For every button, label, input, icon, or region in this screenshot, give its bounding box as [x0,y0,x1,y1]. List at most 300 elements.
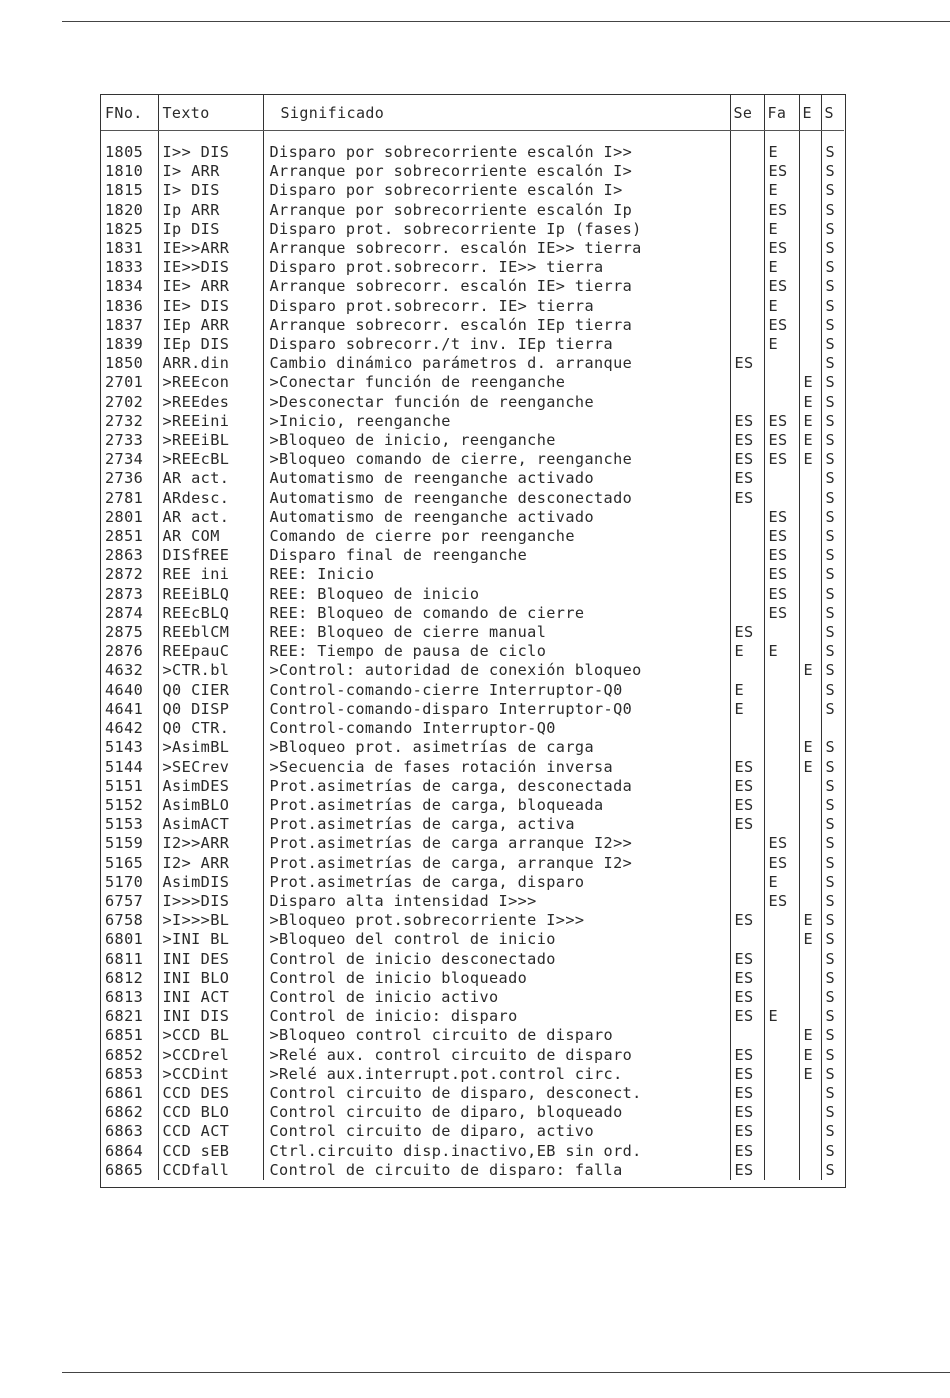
cell-significado: REE: Bloqueo de cierre manual [263,623,730,642]
cell-se [730,508,764,527]
cell-se: ES [730,969,764,988]
cell-e [799,220,821,239]
cell-e: E [799,450,821,469]
cell-s: S [821,431,844,450]
cell-texto: CCD BLO [158,1103,263,1122]
cell-texto: REE ini [158,565,263,584]
cell-texto: IEp DIS [158,335,263,354]
table-row [101,681,844,700]
cell-fa: E [764,642,799,661]
table-body [101,131,844,1180]
cell-significado: Prot.asimetrías de carga, desconectada [263,777,730,796]
cell-e: E [799,393,821,412]
cell-texto: AsimACT [158,815,263,834]
cell-e [799,604,821,623]
table-row [101,777,844,796]
cell-fno: 6865 [105,1160,144,1179]
cell-significado: Arranque sobrecorr. escalón IEp tierra [263,316,730,335]
cell-significado: >Conectar función de reenganche [263,373,730,392]
table-row [101,546,844,565]
cell-significado: Control de inicio bloqueado [263,969,730,988]
cell-fa [764,1084,799,1103]
cell-fno: 1820 [105,200,144,219]
cell-e [799,623,821,642]
cell-fa [764,738,799,757]
cell-e [799,585,821,604]
cell-s: S [821,527,844,546]
table-row [101,131,844,163]
cell-e [799,162,821,181]
cell-s: S [821,1142,844,1161]
table-row [101,969,844,988]
cell-significado: Control-comando-disparo Interruptor-Q0 [263,700,730,719]
cell-texto: Q0 CIER [158,681,263,700]
cell-s: S [821,1007,844,1026]
cell-s: S [821,950,844,969]
cell-fno: 2875 [105,623,144,642]
cell-se [730,854,764,873]
cell-fno: 5153 [105,815,144,834]
table-row [101,297,844,316]
cell-e: E [799,911,821,930]
cell-e: E [799,412,821,431]
cell-fa [764,623,799,642]
table-row [101,450,844,469]
cell-e [799,297,821,316]
cell-texto: INI DES [158,950,263,969]
cell-se: ES [730,950,764,969]
cell-significado: Prot.asimetrías de carga, bloqueada [263,796,730,815]
cell-s: S [821,834,844,853]
table-row [101,892,844,911]
cell-fno: 6821 [105,1007,144,1026]
cell-texto: >SECrev [158,758,263,777]
cell-se: ES [730,988,764,1007]
cell-e [799,469,821,488]
cell-texto: IEp ARR [158,316,263,335]
cell-se: E [730,642,764,661]
cell-significado: >Bloqueo control circuito de disparo [263,1026,730,1045]
cell-significado: Automatismo de reenganche desconectado [263,489,730,508]
table-row [101,700,844,719]
cell-fno: 6863 [105,1122,144,1141]
cell-significado: REE: Tiempo de pausa de ciclo [263,642,730,661]
cell-se: ES [730,1065,764,1084]
cell-fa: ES [764,565,799,584]
cell-fa: ES [764,412,799,431]
table-row [101,1161,844,1180]
cell-significado: >Relé aux.interrupt.pot.control circ. [263,1065,730,1084]
cell-e [799,316,821,335]
cell-fno: 5144 [105,757,144,776]
cell-fa: E [764,1007,799,1026]
cell-texto: >REEcon [158,373,263,392]
table-row [101,661,844,680]
header-s: S [821,95,844,131]
cell-e [799,681,821,700]
cell-s: S [821,661,844,680]
cell-fa: ES [764,162,799,181]
cell-significado: >Desconectar función de reenganche [263,393,730,412]
cell-texto: CCDfall [158,1161,263,1180]
cell-se: ES [730,1161,764,1180]
table-row [101,277,844,296]
cell-texto: >AsimBL [158,738,263,757]
cell-fa: E [764,131,799,163]
cell-significado: Cambio dinámico parámetros d. arranque [263,354,730,373]
cell-fno: 2736 [105,469,144,488]
cell-fa [764,1161,799,1180]
table-row [101,1084,844,1103]
cell-s: S [821,373,844,392]
cell-fa: E [764,335,799,354]
cell-fa: ES [764,277,799,296]
cell-s [821,719,844,738]
table-row [101,719,844,738]
cell-fa [764,393,799,412]
cell-fno: 6813 [105,987,144,1006]
cell-significado: Control de inicio: disparo [263,1007,730,1026]
cell-fa [764,1065,799,1084]
cell-significado: >Relé aux. control circuito de disparo [263,1046,730,1065]
cell-fa [764,969,799,988]
cell-texto: >CCD BL [158,1026,263,1045]
cell-texto: CCD DES [158,1084,263,1103]
cell-significado: Ctrl.circuito disp.inactivo,EB sin ord. [263,1142,730,1161]
cell-se [730,892,764,911]
cell-texto: DISfREE [158,546,263,565]
table-row [101,373,844,392]
cell-fno: 2732 [105,411,144,430]
cell-significado: Disparo sobrecorr./t inv. IEp tierra [263,335,730,354]
cell-s: S [821,681,844,700]
cell-se: ES [730,777,764,796]
cell-se [730,661,764,680]
cell-significado: >Bloqueo del control de inicio [263,930,730,949]
cell-se: ES [730,431,764,450]
cell-significado: Disparo prot.sobrecorr. IE> tierra [263,297,730,316]
cell-fa [764,777,799,796]
table-row [101,316,844,335]
cell-texto: Q0 CTR. [158,719,263,738]
cell-texto: I> DIS [158,181,263,200]
cell-fno: 2874 [105,603,144,622]
cell-se [730,604,764,623]
cell-fno: 1839 [105,335,144,354]
cell-fa: E [764,181,799,200]
cell-se: E [730,681,764,700]
cell-significado: Automatismo de reenganche activado [263,469,730,488]
cell-se: ES [730,1122,764,1141]
cell-se [730,393,764,412]
cell-e: E [799,373,821,392]
header-significado: Significado [263,95,730,131]
cell-e: E [799,758,821,777]
cell-s: S [821,585,844,604]
cell-significado: Control circuito de diparo, bloqueado [263,1103,730,1122]
table-row [101,1065,844,1084]
cell-se: E [730,700,764,719]
cell-texto: Ip DIS [158,220,263,239]
table-row [101,834,844,853]
cell-texto: AR COM [158,527,263,546]
cell-fa [764,700,799,719]
cell-fno: 4640 [105,680,144,699]
cell-fno: 6853 [105,1064,144,1083]
cell-significado: Arranque por sobrecorriente escalón Ip [263,201,730,220]
cell-e [799,854,821,873]
cell-s: S [821,854,844,873]
table-row [101,431,844,450]
cell-fa: ES [764,527,799,546]
table-row [101,220,844,239]
cell-significado: Arranque sobrecorr. escalón IE> tierra [263,277,730,296]
cell-significado: Prot.asimetrías de carga arranque I2>> [263,834,730,853]
cell-s: S [821,354,844,373]
cell-texto: REEcBLQ [158,604,263,623]
cell-texto: >REEdes [158,393,263,412]
cell-s: S [821,1122,844,1141]
cell-texto: AsimDES [158,777,263,796]
cell-s: S [821,181,844,200]
cell-e [799,489,821,508]
cell-e [799,239,821,258]
cell-fa [764,373,799,392]
cell-se [730,738,764,757]
cell-texto: I>> DIS [158,131,263,163]
cell-significado: Comando de cierre por reenganche [263,527,730,546]
cell-s: S [821,911,844,930]
cell-s: S [821,489,844,508]
cell-significado: Prot.asimetrías de carga, arranque I2> [263,854,730,873]
table-row [101,988,844,1007]
cell-fa [764,758,799,777]
cell-texto: CCD ACT [158,1122,263,1141]
cell-significado: Disparo por sobrecorriente escalón I>> [263,131,730,163]
cell-fno: 1834 [105,277,144,296]
cell-s: S [821,930,844,949]
cell-s: S [821,892,844,911]
cell-texto: REEpauC [158,642,263,661]
header-fa: Fa [764,95,799,131]
cell-s: S [821,220,844,239]
cell-fa [764,1026,799,1045]
cell-fno: 2701 [105,373,144,392]
table-row [101,758,844,777]
cell-fa [764,930,799,949]
cell-significado: Control circuito de diparo, activo [263,1122,730,1141]
cell-s: S [821,335,844,354]
cell-s: S [821,469,844,488]
cell-e [799,335,821,354]
cell-fa [764,469,799,488]
cell-significado: Control circuito de disparo, desconect. [263,1084,730,1103]
cell-e: E [799,1046,821,1065]
cell-fa: ES [764,854,799,873]
table-row [101,854,844,873]
cell-texto: I> ARR [158,162,263,181]
cell-significado: Automatismo de reenganche activado [263,508,730,527]
cell-s: S [821,131,844,163]
cell-e [799,777,821,796]
cell-significado: Prot.asimetrías de carga, disparo [263,873,730,892]
cell-se [730,201,764,220]
cell-significado: Arranque sobrecorr. escalón IE>> tierra [263,239,730,258]
header-texto: Texto [158,95,263,131]
cell-se [730,297,764,316]
cell-significado: REE: Bloqueo de comando de cierre [263,604,730,623]
cell-fno: 5165 [105,853,144,872]
cell-fa: ES [764,450,799,469]
cell-fa: ES [764,239,799,258]
table-row [101,354,844,373]
cell-fa: ES [764,834,799,853]
cell-significado: Prot.asimetrías de carga, activa [263,815,730,834]
cell-se [730,220,764,239]
cell-fa: ES [764,585,799,604]
cell-e [799,258,821,277]
cell-fno: 1815 [105,181,144,200]
cell-se: ES [730,796,764,815]
cell-fno: 6811 [105,949,144,968]
cell-e [799,815,821,834]
cell-significado: REE: Inicio [263,565,730,584]
cell-s: S [821,969,844,988]
cell-fa: E [764,873,799,892]
cell-significado: Disparo por sobrecorriente escalón I> [263,181,730,200]
cell-significado: >Bloqueo comando de cierre, reenganche [263,450,730,469]
cell-fno: 4642 [105,719,144,738]
cell-texto: AR act. [158,469,263,488]
table-row [101,527,844,546]
cell-s: S [821,297,844,316]
cell-s: S [821,546,844,565]
cell-e [799,642,821,661]
cell-texto: REEiBLQ [158,585,263,604]
cell-fno: 6812 [105,968,144,987]
cell-fno: 1833 [105,258,144,277]
cell-s: S [821,815,844,834]
cell-s: S [821,1103,844,1122]
cell-fno: 1825 [105,219,144,238]
cell-significado: Disparo final de reenganche [263,546,730,565]
cell-s: S [821,565,844,584]
header-fno: FNo. [101,95,158,131]
cell-s: S [821,277,844,296]
cell-s: S [821,162,844,181]
table-row [101,258,844,277]
cell-s: S [821,393,844,412]
cell-fa [764,681,799,700]
cell-texto: AsimBLO [158,796,263,815]
cell-fa [764,1103,799,1122]
cell-se [730,1026,764,1045]
cell-fno: 2801 [105,507,144,526]
cell-fno: 2734 [105,450,144,469]
cell-se: ES [730,354,764,373]
cell-fa [764,661,799,680]
cell-fa [764,1142,799,1161]
cell-e [799,131,821,163]
cell-texto: ARdesc. [158,489,263,508]
cell-texto: AR act. [158,508,263,527]
cell-e [799,201,821,220]
cell-se: ES [730,1007,764,1026]
table-row [101,911,844,930]
cell-se [730,527,764,546]
cell-fno: 6864 [105,1141,144,1160]
cell-fa [764,354,799,373]
cell-se [730,873,764,892]
cell-s: S [821,758,844,777]
cell-fa: ES [764,431,799,450]
table-row [101,489,844,508]
cell-fa: E [764,297,799,316]
cell-texto: >REEiBL [158,431,263,450]
cell-e [799,700,821,719]
cell-significado: Control de circuito de disparo: falla [263,1161,730,1180]
cell-fa [764,815,799,834]
cell-significado: >Secuencia de fases rotación inversa [263,758,730,777]
cell-texto: INI BLO [158,969,263,988]
cell-texto: >CTR.bl [158,661,263,680]
cell-significado: Control-comando-cierre Interruptor-Q0 [263,681,730,700]
cell-se [730,258,764,277]
cell-fno: 1810 [105,162,144,181]
cell-e [799,873,821,892]
cell-fno: 5159 [105,834,144,853]
cell-e [799,1161,821,1180]
cell-significado: Disparo alta intensidad I>>> [263,892,730,911]
cell-e [799,277,821,296]
cell-se: ES [730,911,764,930]
cell-texto: INI DIS [158,1007,263,1026]
cell-e [799,1084,821,1103]
cell-se: ES [730,412,764,431]
cell-texto: >REEcBL [158,450,263,469]
table-row [101,469,844,488]
table-row [101,162,844,181]
cell-e: E [799,1065,821,1084]
cell-fno: 6801 [105,930,144,949]
cell-se: ES [730,469,764,488]
cell-fno: 2733 [105,431,144,450]
cell-se [730,131,764,163]
cell-e: E [799,930,821,949]
table-row [101,393,844,412]
cell-fa: ES [764,201,799,220]
cell-s: S [821,604,844,623]
cell-significado: >Bloqueo de inicio, reenganche [263,431,730,450]
table-row [101,950,844,969]
cell-fa [764,988,799,1007]
table-row [101,1007,844,1026]
cell-texto: ARR.din [158,354,263,373]
cell-e [799,565,821,584]
cell-e [799,969,821,988]
table-row [101,508,844,527]
cell-s: S [821,412,844,431]
cell-se [730,335,764,354]
cell-s: S [821,623,844,642]
cell-fno: 2863 [105,546,144,565]
cell-s: S [821,258,844,277]
cell-fa: ES [764,508,799,527]
cell-fno: 1837 [105,315,144,334]
cell-e [799,508,821,527]
cell-e: E [799,431,821,450]
cell-s: S [821,700,844,719]
